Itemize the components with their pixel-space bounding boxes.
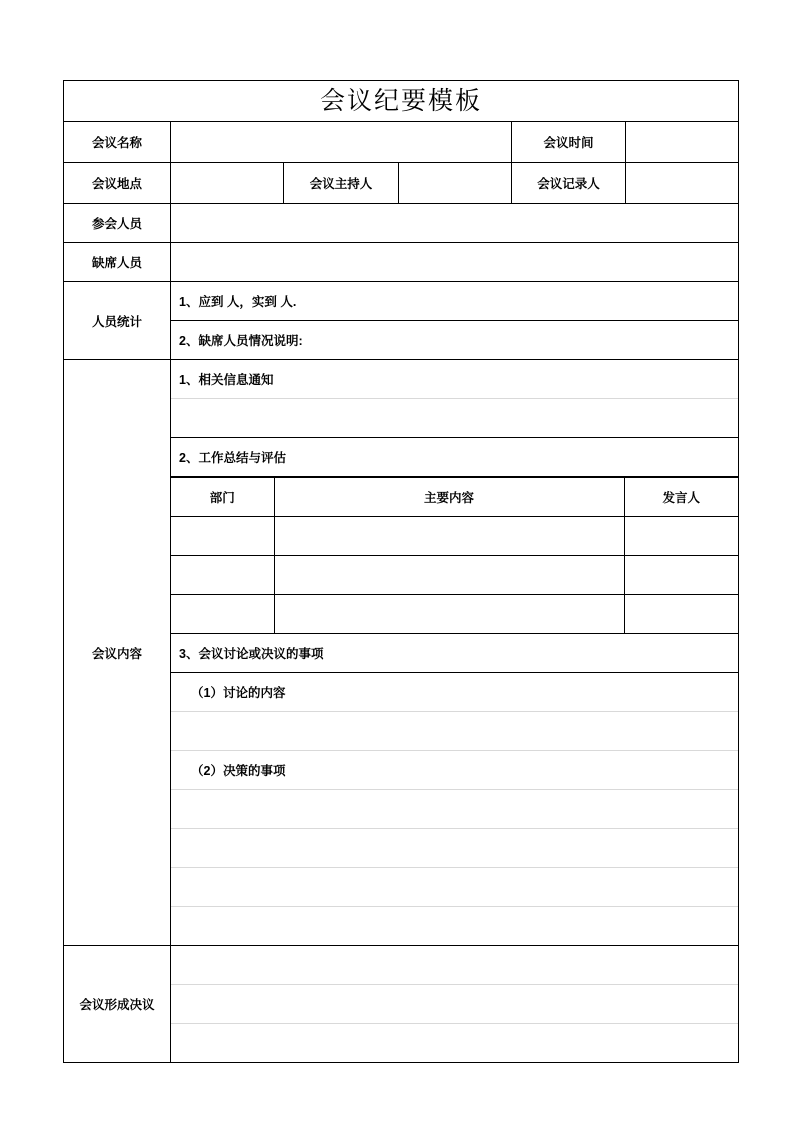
meeting-place-label: 会议地点 — [64, 163, 171, 204]
item-2-blank-input[interactable] — [171, 829, 738, 868]
meeting-content-sections — [171, 360, 738, 945]
section-2-title-row — [171, 438, 738, 477]
summary-header-row — [171, 478, 738, 517]
item-2-blank-input[interactable] — [171, 868, 738, 907]
absence-explanation-text[interactable]: 2、缺席人员情况说明: — [179, 334, 303, 348]
table-row — [171, 517, 738, 556]
meeting-time-label: 会议时间 — [512, 122, 626, 163]
item-2-blank-row — [171, 829, 738, 868]
resolution-input[interactable] — [171, 1024, 738, 1063]
summary-cell-department[interactable] — [171, 595, 274, 634]
summary-cell-speaker[interactable] — [624, 517, 738, 556]
item-2-blank-row — [171, 868, 738, 907]
personnel-expected-actual-text[interactable]: 1、应到 人，实到 人. — [171, 282, 738, 321]
item-2-blank-input[interactable] — [171, 907, 738, 946]
resolution-line-row — [171, 946, 738, 985]
summary-table-row — [171, 477, 738, 634]
section-1-blank-row — [171, 399, 738, 438]
summary-cell-main-content[interactable] — [274, 517, 624, 556]
meeting-name-row — [64, 122, 739, 163]
section-3-title: 3、会议讨论或决议的事项 — [171, 634, 738, 673]
item-1-blank-input[interactable] — [171, 712, 738, 751]
item-1-title-row — [171, 673, 738, 712]
meeting-place-input[interactable] — [171, 163, 284, 204]
meeting-place-row — [64, 163, 739, 204]
summary-cell-department[interactable] — [171, 556, 274, 595]
section-1-blank-input[interactable] — [171, 399, 738, 438]
item-2-blank-input[interactable] — [171, 790, 738, 829]
section-1-title-row — [171, 360, 738, 399]
personnel-stats-label: 人员统计 — [64, 282, 171, 360]
title-row — [64, 81, 739, 122]
item-1-title: （1）讨论的内容 — [171, 673, 738, 712]
recorder-label: 会议记录人 — [512, 163, 626, 204]
page-title: 会议纪要模板 — [64, 81, 739, 122]
attendees-label: 参会人员 — [64, 204, 171, 243]
absentees-label: 缺席人员 — [64, 243, 171, 282]
meeting-name-input[interactable] — [171, 122, 512, 163]
resolution-body — [171, 946, 739, 1063]
table-row — [171, 595, 738, 634]
personnel-stats-row — [64, 282, 739, 360]
host-input[interactable] — [399, 163, 512, 204]
summary-table-wrapper — [171, 477, 738, 634]
meeting-content-row — [64, 360, 739, 946]
item-2-title: （2）决策的事项 — [171, 751, 738, 790]
summary-cell-speaker[interactable] — [624, 595, 738, 634]
summary-cell-main-content[interactable] — [274, 595, 624, 634]
item-2-title-row — [171, 751, 738, 790]
resolution-input[interactable] — [171, 946, 738, 985]
attendees-row — [64, 204, 739, 243]
personnel-stats-line1-row — [171, 282, 738, 321]
meeting-content-body — [171, 360, 739, 946]
recorder-input[interactable] — [626, 163, 739, 204]
item-1-blank-row — [171, 712, 738, 751]
resolution-line-row — [171, 985, 738, 1024]
section-1-title: 1、相关信息通知 — [171, 360, 738, 399]
resolution-line-row — [171, 1024, 738, 1063]
meeting-minutes-table — [63, 80, 739, 1063]
absentees-row — [64, 243, 739, 282]
section-2-title: 2、工作总结与评估 — [171, 438, 738, 477]
absentees-input[interactable] — [171, 243, 739, 282]
summary-header-speaker: 发言人 — [624, 478, 738, 517]
summary-header-department: 部门 — [171, 478, 274, 517]
meeting-content-label: 会议内容 — [64, 360, 171, 946]
personnel-stats-line2-row — [171, 321, 738, 360]
item-2-blank-row — [171, 907, 738, 946]
personnel-stats-lines — [171, 282, 738, 359]
meeting-name-label: 会议名称 — [64, 122, 171, 163]
table-row — [171, 556, 738, 595]
resolution-input[interactable] — [171, 985, 738, 1024]
attendees-input[interactable] — [171, 204, 739, 243]
summary-cell-main-content[interactable] — [274, 556, 624, 595]
resolution-label: 会议形成决议 — [64, 946, 171, 1063]
resolution-lines — [171, 946, 738, 1062]
host-label: 会议主持人 — [284, 163, 399, 204]
department-summary-table — [171, 477, 738, 633]
meeting-time-input[interactable] — [626, 122, 739, 163]
summary-header-main-content: 主要内容 — [274, 478, 624, 517]
resolution-row — [64, 946, 739, 1063]
item-2-blank-row — [171, 790, 738, 829]
summary-cell-department[interactable] — [171, 517, 274, 556]
summary-cell-speaker[interactable] — [624, 556, 738, 595]
personnel-stats-body — [171, 282, 739, 360]
section-3-title-row — [171, 634, 738, 673]
